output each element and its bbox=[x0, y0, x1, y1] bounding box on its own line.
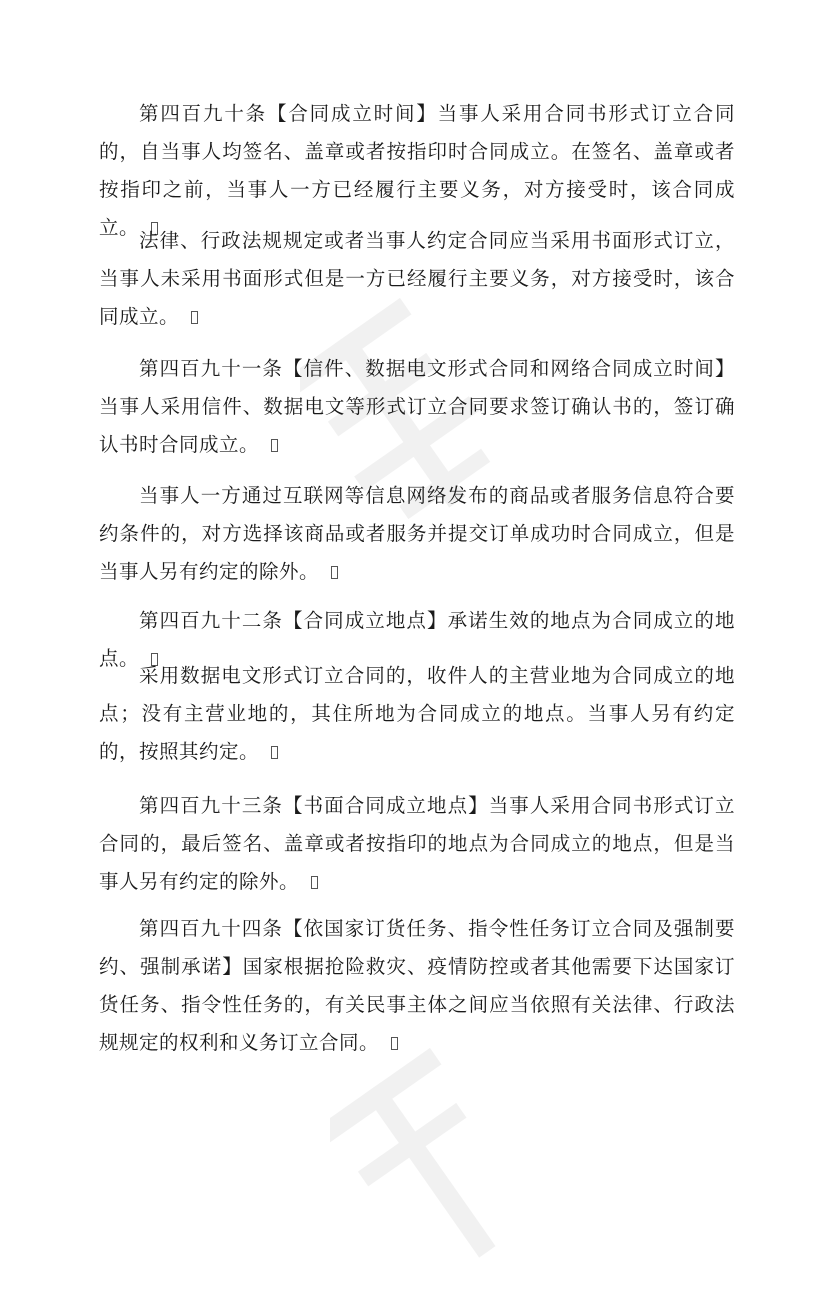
watermark-graphic-bottom bbox=[330, 1040, 530, 1300]
article-493-paragraph bbox=[99, 787, 735, 901]
paragraph-text: 第四百九十条【合同成立时间】当事人采用合同书形式订立合同的，自当事人均签名、盖章或者按指印时合同成立。在签名、盖章或者按指印之前，当事人一方已经履行主要义务，对方接受时，该合同成立。 bbox=[99, 102, 735, 239]
article-490-clause-2 bbox=[99, 222, 735, 336]
paragraph-mark-icon bbox=[271, 746, 278, 759]
paragraph-mark-icon bbox=[191, 311, 198, 324]
article-492-clause-2 bbox=[99, 657, 735, 771]
article-494-paragraph bbox=[99, 910, 735, 1062]
paragraph-mark-icon bbox=[311, 876, 318, 889]
paragraph-text: 第四百九十二条【合同成立地点】承诺生效的地点为合同成立的地点。 bbox=[99, 609, 735, 670]
paragraph-text: 法律、行政法规规定或者当事人约定合同应当采用书面形式订立，当事人未采用书面形式但是一方已经履行主要义务，对方接受时，该合同成立。 bbox=[99, 229, 735, 328]
paragraph-mark-icon bbox=[331, 566, 338, 579]
paragraph-text: 当事人一方通过互联网等信息网络发布的商品或者服务信息符合要约条件的，对方选择该商品或者服务并提交订单成功时合同成立，但是当事人另有约定的除外。 bbox=[99, 484, 735, 583]
paragraph-mark-icon bbox=[391, 1037, 398, 1050]
article-491-paragraph bbox=[99, 350, 735, 464]
paragraph-text: 第四百九十四条【依国家订货任务、指令性任务订立合同及强制要约、强制承诺】国家根据抢险救灾、疫情防控或者其他需要下达国家订货任务、指令性任务的，有关民事主体之间应当依照有关法律、行政法规规定的权利和义务订立合同。 bbox=[99, 917, 735, 1054]
article-491-clause-2 bbox=[99, 477, 735, 591]
paragraph-mark-icon bbox=[271, 439, 278, 452]
paragraph-text: 第四百九十三条【书面合同成立地点】当事人采用合同书形式订立合同的，最后签名、盖章或者按指印的地点为合同成立的地点，但是当事人另有约定的除外。 bbox=[99, 794, 735, 893]
paragraph-text: 第四百九十一条【信件、数据电文形式合同和网络合同成立时间】当事人采用信件、数据电文等形式订立合同要求签订确认书的，签订确认书时合同成立。 bbox=[99, 357, 735, 456]
paragraph-text: 采用数据电文形式订立合同的，收件人的主营业地为合同成立的地点；没有主营业地的，其住所地为合同成立的地点。当事人另有约定的，按照其约定。 bbox=[99, 664, 735, 763]
